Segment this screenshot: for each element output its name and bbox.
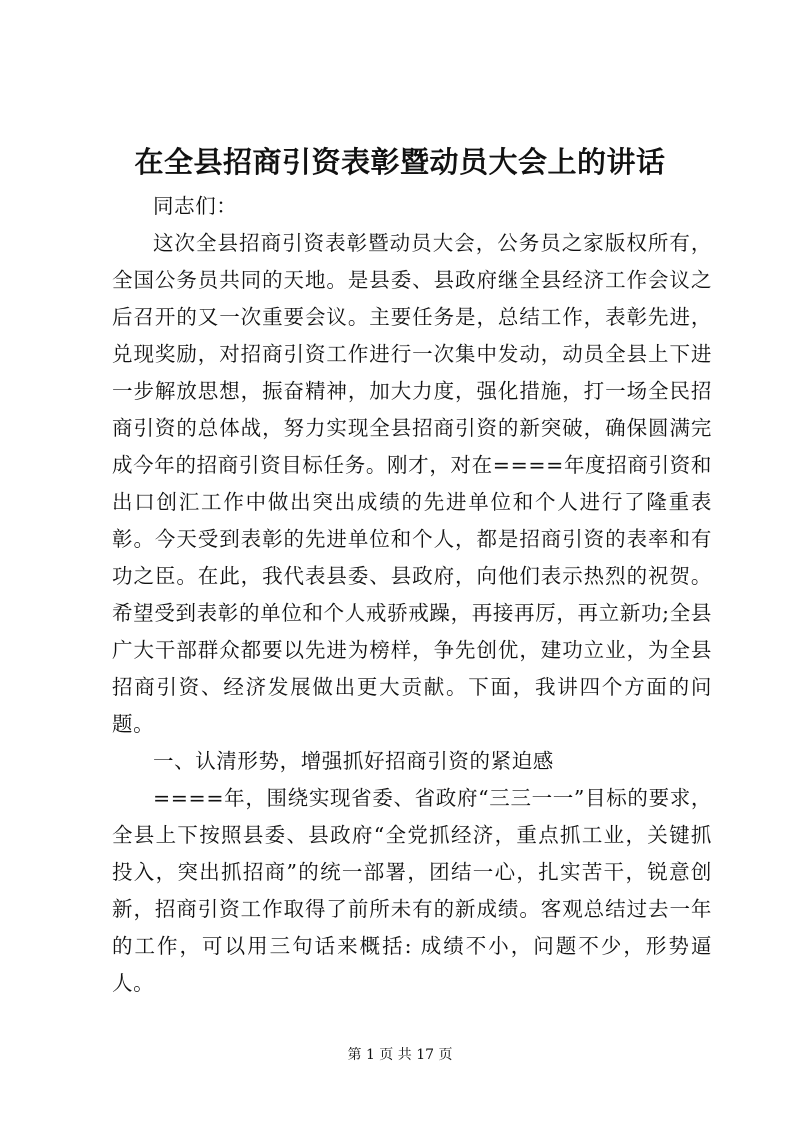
paragraph-intro: 这次全县招商引资表彰暨动员大会，公务员之家版权所有，全国公务员共同的天地。是县委、县政府继全县经济工作会议之后召开的又一次重要会议。主要任务是，总结工作，表彰先进，兑现奖励，对招商引资工作进行一次集中发动，动员全县上下进一步解放思想，振奋精神，加大力度，强化措施，打一场全民招商引资的总体战，努力实现全县招商引资的新突破，确保圆满完成今年的招商引资目标任务。刚才，对在====年度招商引资和出口创汇工作中做出突出成绩的先进单位和个人进行了隆重表彰。今天受到表彰的先进单位和个人，都是招商引资的表率和有功之臣。在此，我代表县委、县政府，向他们表示热烈的祝贺。希望受到表彰的单位和个人戒骄戒躁，再接再厉，再立新功;全县广大干部群众都要以先进为榜样，争先创优，建功立业，为全县招商引资、经济发展做出更大贡献。下面，我讲四个方面的问题。 xyxy=(112,231,712,736)
document-title: 在全县招商引资表彰暨动员大会上的讲话 xyxy=(134,145,666,179)
document-body xyxy=(112,188,712,1002)
page-number-footer: 第 1 页 共 17 页 xyxy=(347,1047,453,1063)
salutation: 同志们： xyxy=(153,194,238,218)
section-heading: 一、认清形势，增强抓好招商引资的紧迫感 xyxy=(153,749,554,773)
paragraph-section-one: ====年，围绕实现省委、省政府“三三一一”目标的要求，全县上下按照县委、县政府“全党抓经济，重点抓工业，关键抓投入，突出抓招商”的统一部署，团结一心，扎实苦干，锐意创新，招商引资工作取得了前所未有的新成绩。客观总结过去一年的工作，可以用三句话来概括: 成绩不小，问题不少，形势逼人。 xyxy=(112,786,712,995)
